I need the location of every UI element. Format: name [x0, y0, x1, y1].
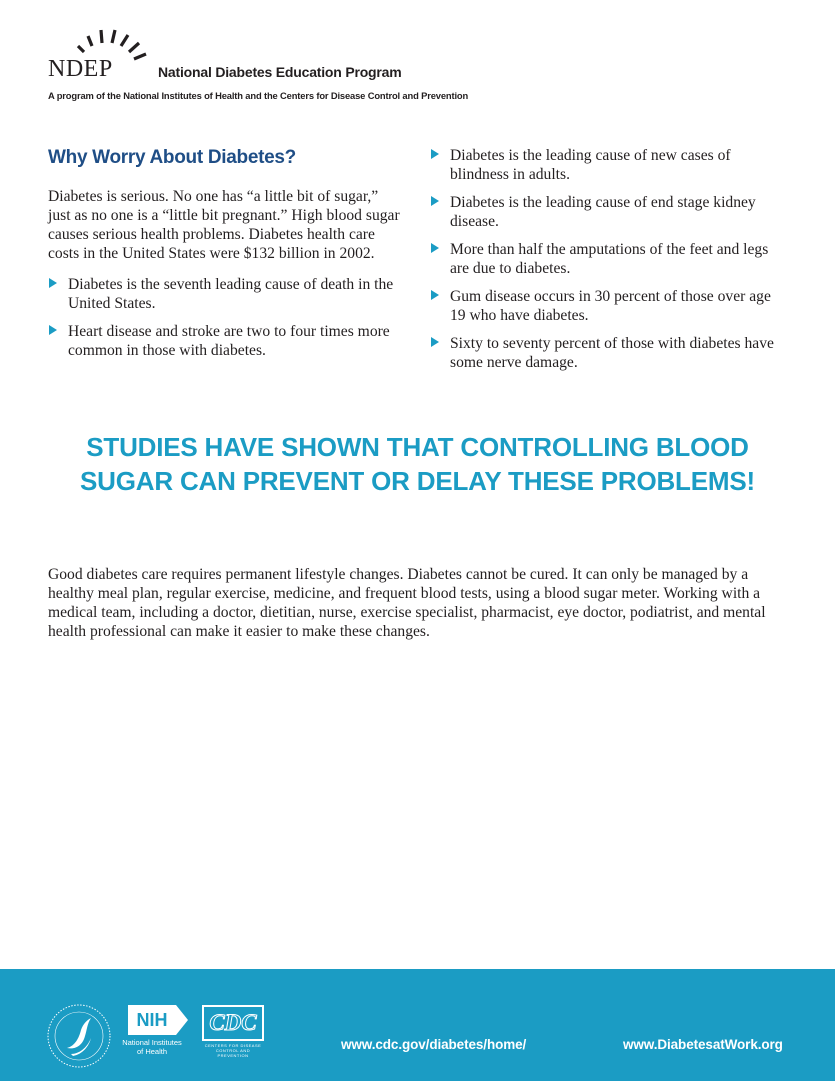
- right-bullet-list: [430, 146, 790, 372]
- bullet-text: Diabetes is the leading cause of new cases of blindness in adults.: [450, 147, 731, 183]
- bullet-text: Heart disease and stroke are two to four times more common in those with diabetes.: [68, 323, 390, 359]
- right-column: [430, 146, 790, 381]
- program-name: National Diabetes Education Program: [158, 64, 402, 80]
- bullet-text: Diabetes is the leading cause of end stage kidney disease.: [450, 194, 756, 230]
- headline-line-2: SUGAR CAN PREVENT OR DELAY THESE PROBLEMS!: [80, 466, 755, 496]
- bullet-arrow-icon: [431, 196, 439, 206]
- section-title: Why Worry About Diabetes?: [48, 147, 296, 168]
- bullet-item: [430, 193, 790, 231]
- nih-subtitle: National Institutes of Health: [122, 1038, 182, 1056]
- bullet-text: Diabetes is the seventh leading cause of death in the United States.: [68, 276, 394, 312]
- nih-mark: [128, 1005, 176, 1035]
- nih-mark-text: NIH: [136, 1010, 168, 1030]
- ndep-logo-wordmark: NDEP: [48, 56, 113, 82]
- bullet-item: [430, 334, 790, 372]
- nih-chevron-icon: [176, 1005, 188, 1035]
- bullet-item: [48, 322, 403, 360]
- body-paragraph: Good diabetes care requires permanent lifestyle changes. Diabetes cannot be cured. It can only be managed by a healthy meal plan, regular exercise, medicine, and frequent blood tests, using a blood sugar meter. Working with a medical team, including a doctor, dietitian, nurse, exercise specialist, pharmacist, eye doctor, podiatrist, and mental health professional can make it easier to make these changes.: [48, 566, 766, 640]
- left-column: [48, 140, 403, 369]
- hhs-seal-icon: [45, 1002, 113, 1070]
- bullet-item: [48, 275, 403, 313]
- left-bullet-list: [48, 275, 403, 360]
- callout-headline: [30, 430, 805, 498]
- bullet-arrow-icon: [49, 325, 57, 335]
- cdc-mark: CDC: [202, 1005, 264, 1041]
- bullet-item: [430, 240, 790, 278]
- nih-logo: [122, 1005, 182, 1056]
- bullet-arrow-icon: [431, 290, 439, 300]
- bullet-text: Gum disease occurs in 30 percent of those over age 19 who have diabetes.: [450, 288, 771, 324]
- cdc-logo: [202, 1005, 264, 1058]
- program-tagline: A program of the National Institutes of Health and the Centers for Disease Control and Prevention: [48, 90, 469, 101]
- bullet-arrow-icon: [49, 278, 57, 288]
- headline-line-1: STUDIES HAVE SHOWN THAT CONTROLLING BLOOD: [86, 432, 749, 462]
- bullet-arrow-icon: [431, 337, 439, 347]
- bullet-text: Sixty to seventy percent of those with diabetes have some nerve damage.: [450, 335, 774, 371]
- footer-band: [0, 969, 835, 1081]
- bullet-item: [430, 287, 790, 325]
- cdc-diabetes-link[interactable]: www.cdc.gov/diabetes/home/: [341, 1037, 527, 1052]
- diabetes-at-work-link[interactable]: www.DiabetesatWork.org: [623, 1037, 783, 1052]
- cdc-subtitle: CENTERS FOR DISEASE CONTROL AND PREVENTION: [204, 1043, 262, 1058]
- bullet-arrow-icon: [431, 149, 439, 159]
- intro-paragraph: Diabetes is serious. No one has “a little bit of sugar,” just as no one is a “little bit pregnant.” High blood sugar causes serious health problems. Diabetes health care costs in the United States were $132 billion in 2002.: [48, 188, 400, 262]
- bullet-arrow-icon: [431, 243, 439, 253]
- bullet-text: More than half the amputations of the feet and legs are due to diabetes.: [450, 241, 769, 277]
- bullet-item: [430, 146, 790, 184]
